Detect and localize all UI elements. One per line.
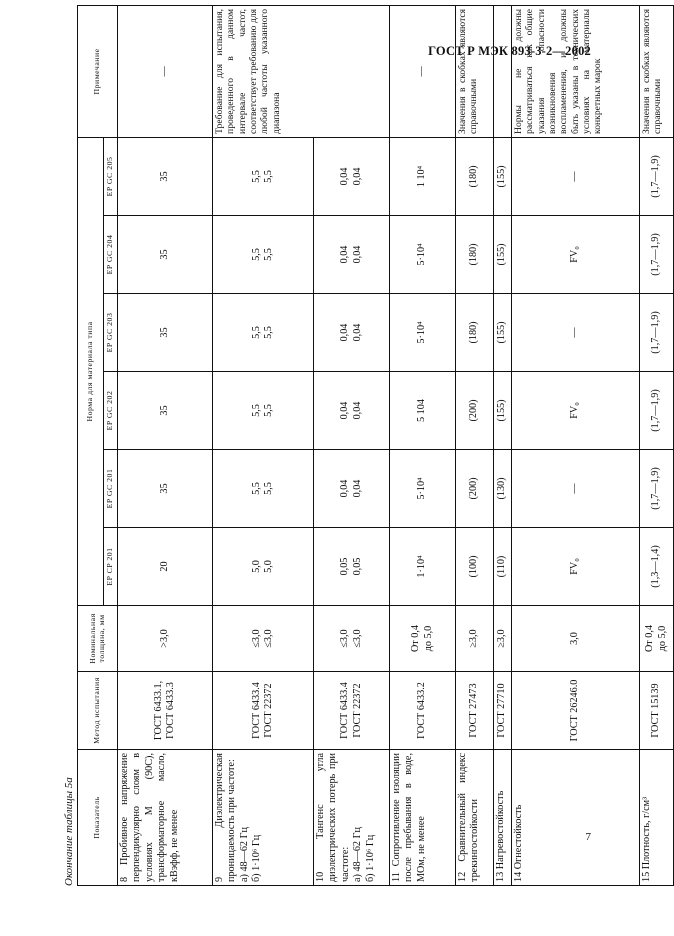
- method-cell: [640, 672, 674, 750]
- value-cell: [512, 294, 640, 372]
- value-line: 35: [158, 483, 170, 494]
- col-header-group: Норма для материала типа: [78, 137, 104, 605]
- note-cell: Значения в скобках являются справочными: [456, 5, 494, 137]
- method-line: ГОСТ 6433.1,: [152, 680, 164, 741]
- thickness-cell: [640, 606, 674, 672]
- value-cell: [640, 216, 674, 294]
- value-line: FV₀: [569, 402, 581, 419]
- thickness-cell: [456, 606, 494, 672]
- col-header-thickness: Номинальная толщина, мм: [78, 606, 118, 672]
- indicator-cell: 13 Нагревостойкость: [494, 750, 512, 886]
- indicator-cell: 15 Плотность, г/см³: [640, 750, 674, 886]
- value-cell: [456, 294, 494, 372]
- value-line: FV₀: [569, 246, 581, 263]
- indicator-cell: 11 Сопротивление изоляции после пребывания в воде, МОм, не менее: [390, 750, 456, 886]
- method-cell: [213, 672, 314, 750]
- value-line: (180): [468, 243, 480, 266]
- method-cell: [390, 672, 456, 750]
- value-cell: [640, 450, 674, 528]
- value-cell: [494, 450, 512, 528]
- col-header-material: EP GC 204: [104, 216, 118, 294]
- col-header-note: Примечание: [78, 5, 118, 137]
- value-cell: [512, 528, 640, 606]
- value-line: (155): [496, 321, 508, 344]
- table-row: [456, 5, 494, 885]
- value-cell: [456, 372, 494, 450]
- value-cell: [213, 450, 314, 528]
- value-line: 0,04: [339, 479, 351, 498]
- value-line: 5,5: [250, 326, 262, 339]
- value-line: 35: [158, 249, 170, 260]
- table-row: [314, 5, 390, 885]
- thickness-cell: [314, 606, 390, 672]
- thickness-line: ≤3,0: [263, 629, 274, 648]
- method-cell: [512, 672, 640, 750]
- thickness-cell: [213, 606, 314, 672]
- value-line: (180): [468, 321, 480, 344]
- value-line: FV₀: [569, 558, 581, 575]
- value-cell: [314, 216, 390, 294]
- value-line: 5,5: [250, 248, 262, 261]
- value-line: 5,5: [263, 404, 274, 417]
- value-cell: [494, 137, 512, 215]
- value-cell: [512, 372, 640, 450]
- value-line: (155): [496, 243, 508, 266]
- value-cell: [640, 294, 674, 372]
- value-cell: [456, 137, 494, 215]
- value-cell: [213, 372, 314, 450]
- value-line: 35: [158, 171, 170, 182]
- value-cell: [512, 137, 640, 215]
- indicator-cell: [314, 750, 390, 886]
- value-line: 0,04: [339, 245, 351, 264]
- thickness-line: до 5,0: [656, 625, 668, 652]
- thickness-line: ≥3,0: [468, 629, 480, 648]
- indicator-line: а) 48—62 Гц: [238, 827, 250, 882]
- value-line: 0,04: [339, 323, 351, 342]
- value-cell: [118, 450, 213, 528]
- method-line: ГОСТ 26246.0: [569, 679, 581, 742]
- thickness-line: ≥3,0: [496, 629, 508, 648]
- value-cell: [390, 216, 456, 294]
- table-body: [118, 5, 674, 885]
- method-cell: [456, 672, 494, 750]
- method-cell: [314, 672, 390, 750]
- method-line: ГОСТ 15139: [650, 683, 662, 738]
- value-line: 1 10⁴: [416, 165, 428, 188]
- value-cell: [314, 137, 390, 215]
- value-cell: [512, 450, 640, 528]
- value-line: (1,7—1,9): [650, 311, 662, 354]
- value-cell: [213, 528, 314, 606]
- method-line: ГОСТ 6433.4: [339, 682, 351, 739]
- table-row: [494, 5, 512, 885]
- value-cell: [640, 528, 674, 606]
- method-line: ГОСТ 27710: [496, 683, 508, 738]
- value-line: 0,04: [351, 401, 363, 420]
- value-cell: [314, 450, 390, 528]
- page-number: 7: [585, 831, 591, 843]
- value-line: 5,5: [263, 482, 274, 495]
- indicator-cell: 14 Огнестойкость: [512, 750, 640, 886]
- indicator-line: б) 1·10⁶ Гц: [364, 834, 376, 882]
- value-line: 5,0: [263, 560, 274, 573]
- value-line: 0,05: [339, 557, 351, 576]
- thickness-line: >3,0: [158, 629, 170, 648]
- value-line: 35: [158, 405, 170, 416]
- note-cell: —: [118, 5, 213, 137]
- value-line: (1,7—1,9): [650, 389, 662, 432]
- col-header-method: Метод испытания: [78, 672, 118, 750]
- note-cell: —: [390, 5, 456, 137]
- note-cell: [494, 5, 512, 137]
- value-line: 35: [158, 327, 170, 338]
- value-cell: [118, 372, 213, 450]
- value-line: (130): [496, 477, 508, 500]
- value-cell: [390, 137, 456, 215]
- value-line: 5,0: [250, 560, 262, 573]
- value-line: (155): [496, 165, 508, 188]
- value-line: (155): [496, 399, 508, 422]
- value-line: 0,04: [351, 245, 363, 264]
- table-row: [640, 5, 674, 885]
- thickness-cell: [494, 606, 512, 672]
- value-cell: [640, 372, 674, 450]
- value-cell: [456, 216, 494, 294]
- value-line: 5·10⁴: [416, 321, 428, 344]
- table-row: [213, 5, 314, 885]
- value-cell: [494, 216, 512, 294]
- thickness-line: ≤3,0: [339, 629, 351, 648]
- method-line: ГОСТ 27473: [468, 683, 480, 738]
- value-line: 5,5: [250, 170, 262, 183]
- value-line: 0,04: [339, 167, 351, 186]
- indicator-cell: 12 Сравнительный индекс трекингостойкости: [456, 750, 494, 886]
- method-line: ГОСТ 6433.2: [416, 682, 428, 739]
- value-line: —: [569, 171, 581, 182]
- indicator-cell: 8 Пробивное напряжение перпендикулярно слоям в условиях М (90С), трансформаторное масло, кВэфф, не менее: [118, 750, 213, 886]
- value-cell: [390, 450, 456, 528]
- page-header: ГОСТ Р МЭК 893-3-2—2002: [428, 44, 591, 58]
- table-row: [390, 5, 456, 885]
- thickness-line: 3,0: [569, 632, 581, 645]
- value-line: 5,5: [263, 248, 274, 261]
- table-row: [512, 5, 640, 885]
- method-line: ГОСТ 6433.4: [250, 682, 262, 739]
- note-cell: Требование для испытания, проведенного в данном интервале частот, соответствует требованию для любой частоты указанного диапазона: [213, 5, 390, 137]
- value-line: —: [569, 327, 581, 338]
- value-cell: [494, 528, 512, 606]
- value-cell: [118, 528, 213, 606]
- indicator-line: б) 1·10⁶ Гц: [251, 834, 263, 882]
- method-cell: [118, 672, 213, 750]
- thickness-cell: [512, 606, 640, 672]
- col-header-material: EP CP 201: [104, 528, 118, 606]
- value-line: 20: [158, 561, 170, 572]
- value-line: 5,5: [263, 326, 274, 339]
- value-line: 5 104: [416, 399, 428, 422]
- rotated-table-block: [63, 8, 668, 886]
- value-cell: [494, 372, 512, 450]
- indicator-cell: [213, 750, 314, 886]
- value-cell: [390, 372, 456, 450]
- col-header-material: EP GC 205: [104, 137, 118, 215]
- indicator-line: а) 48—62 Гц: [352, 827, 364, 882]
- col-header-material: EP GC 201: [104, 450, 118, 528]
- value-cell: [456, 528, 494, 606]
- thickness-line: От 0,4: [410, 624, 422, 653]
- value-cell: [118, 294, 213, 372]
- value-line: 0,04: [351, 479, 363, 498]
- value-line: 5·10⁴: [416, 477, 428, 500]
- value-cell: [390, 528, 456, 606]
- value-line: (1,7—1,9): [650, 155, 662, 198]
- method-line: ГОСТ 22372: [351, 683, 363, 738]
- value-line: 5·10⁴: [416, 243, 428, 266]
- value-line: (1,3—1,4): [650, 545, 662, 588]
- value-line: 0,05: [351, 557, 363, 576]
- norms-table: [77, 5, 674, 886]
- value-cell: [213, 137, 314, 215]
- value-cell: [640, 137, 674, 215]
- value-line: 1·10⁴: [416, 555, 428, 578]
- method-line: ГОСТ 22372: [263, 683, 274, 738]
- table-caption: Окончание таблицы 5а: [63, 777, 75, 886]
- thickness-cell: [118, 606, 213, 672]
- value-cell: [512, 216, 640, 294]
- value-cell: [456, 450, 494, 528]
- indicator-line: 10 Тангенс угла диэлектрических потерь при частоте:: [315, 753, 351, 882]
- value-cell: [314, 528, 390, 606]
- value-line: —: [569, 483, 581, 494]
- table-row: [118, 5, 213, 885]
- indicator-line: 9 Диэлектрическая проницаемость при частоте:: [214, 753, 238, 882]
- value-line: (200): [468, 399, 480, 422]
- note-cell: Значения в скобках являются справочными: [640, 5, 674, 137]
- thickness-line: От 0,4: [644, 624, 656, 653]
- value-cell: [390, 294, 456, 372]
- value-line: (100): [468, 555, 480, 578]
- value-cell: [494, 294, 512, 372]
- value-line: 5,5: [250, 482, 262, 495]
- value-line: (180): [468, 165, 480, 188]
- thickness-line: до 5,0: [422, 625, 434, 652]
- value-line: (110): [496, 555, 508, 578]
- value-line: 5,5: [263, 170, 274, 183]
- col-header-material: EP GC 203: [104, 294, 118, 372]
- value-line: (1,7—1,9): [650, 233, 662, 276]
- value-cell: [118, 216, 213, 294]
- thickness-line: ≤3,0: [351, 629, 363, 648]
- value-cell: [314, 372, 390, 450]
- value-line: 0,04: [339, 401, 351, 420]
- value-cell: [213, 294, 314, 372]
- note-cell: Нормы не должны рассматриваться как общие указания опасности возникновения воспламенения, и должны быть указаны в технических условиях на материалы конкретных марок: [512, 5, 640, 137]
- thickness-cell: [390, 606, 456, 672]
- value-line: 0,04: [351, 323, 363, 342]
- value-cell: [314, 294, 390, 372]
- value-cell: [213, 216, 314, 294]
- value-cell: [118, 137, 213, 215]
- value-line: (200): [468, 477, 480, 500]
- thickness-line: ≤3,0: [250, 629, 262, 648]
- method-line: ГОСТ 6433.3: [165, 682, 176, 739]
- col-header-material: EP GC 202: [104, 372, 118, 450]
- value-line: 5,5: [250, 404, 262, 417]
- value-line: 0,04: [351, 167, 363, 186]
- col-header-indicator: Показатель: [78, 750, 118, 886]
- method-cell: [494, 672, 512, 750]
- value-line: (1,7—1,9): [650, 467, 662, 510]
